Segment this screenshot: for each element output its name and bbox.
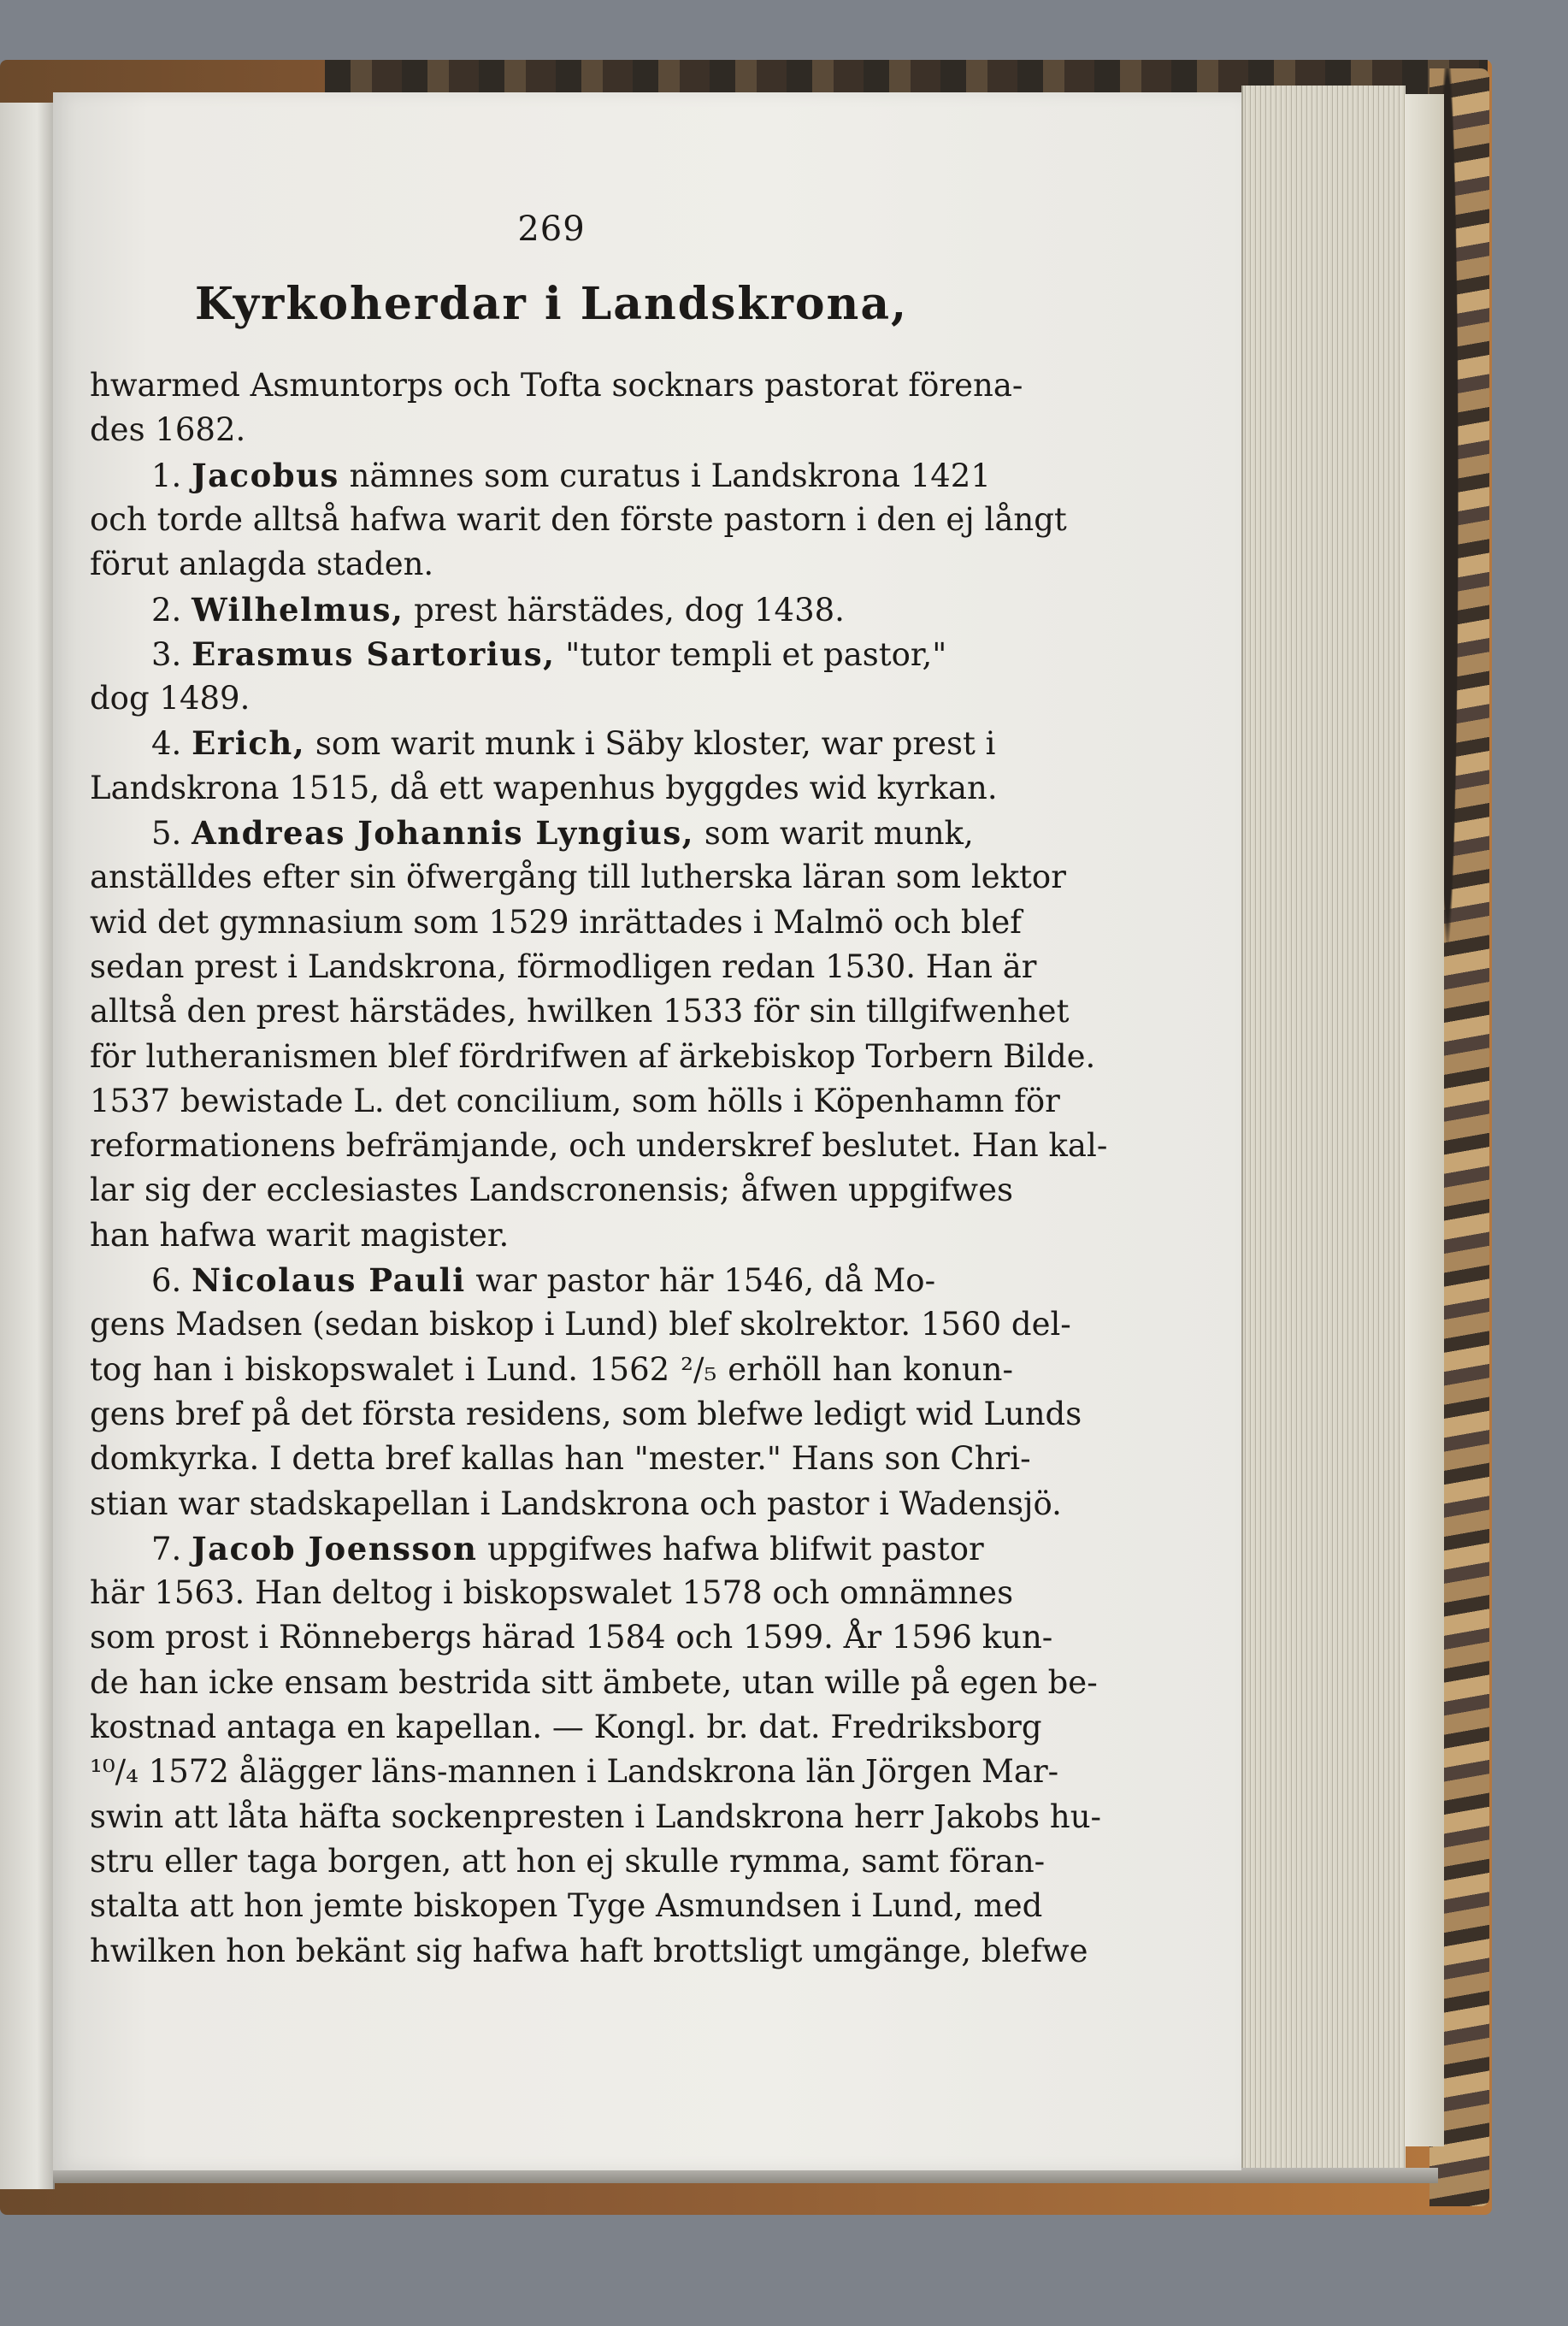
text-line xyxy=(90,1839,1046,1884)
text-line xyxy=(90,1705,1042,1750)
line-text: des 1682. xyxy=(90,411,246,449)
text-line xyxy=(90,1392,1082,1437)
text-line xyxy=(90,1302,1071,1347)
person-name: Andreas Johannis Lyngius, xyxy=(192,814,695,852)
line-text: här 1563. Han deltog i biskopswalet 1578 och omnämnes xyxy=(90,1574,1014,1612)
entry-number: 1. xyxy=(151,457,192,494)
line-text: nämnes som curatus i Landskrona 1421 xyxy=(349,457,991,494)
entry-number: 2. xyxy=(151,591,192,629)
entry-number: 7. xyxy=(151,1530,192,1567)
line-text: uppgifwes hafwa blifwit pastor xyxy=(487,1530,984,1567)
line-text: som warit munk, xyxy=(704,815,974,852)
line-text: som prost i Rönnebergs härad 1584 och 1599. År 1596 kun- xyxy=(90,1619,1053,1656)
line-text: war pastor här 1546, då Mo- xyxy=(475,1262,936,1299)
line-text: alltså den prest härstädes, hwilken 1533 för sin tillgifwenhet xyxy=(90,993,1070,1030)
line-text: gens Madsen (sedan biskop i Lund) blef skolrektor. 1560 del- xyxy=(90,1306,1071,1343)
text-line xyxy=(90,363,1023,408)
text-line xyxy=(90,1571,1013,1615)
line-text: prest härstädes, dog 1438. xyxy=(414,591,845,629)
line-text: de han icke ensam bestrida sitt ämbete, utan wille på egen be- xyxy=(90,1663,1098,1701)
text-line xyxy=(90,1482,1062,1526)
text-line xyxy=(90,989,1070,1034)
line-text: han hafwa warit magister. xyxy=(90,1216,510,1254)
line-text: "tutor templi et pastor," xyxy=(565,635,947,673)
text-line xyxy=(90,453,1013,498)
page-block-edge-outer xyxy=(1404,94,1444,2146)
text-line xyxy=(90,1661,1098,1705)
line-text: förut anlagda staden. xyxy=(90,546,434,583)
line-text: hwilken hon bekänt sig hafwa haft brottsligt umgänge, blefwe xyxy=(90,1932,1088,1969)
line-text: som warit munk i Säby kloster, war prest i xyxy=(315,725,996,763)
line-text: anställdes efter sin öfwergång till lutherska läran som lektor xyxy=(90,859,1066,896)
person-name: Nicolaus Pauli xyxy=(192,1261,466,1299)
line-text: Landskrona 1515, då ett wapenhus byggdes wid kyrkan. xyxy=(90,769,998,806)
line-text: och torde alltså hafwa warit den förste pastorn i den ej långt xyxy=(90,500,1067,538)
text-line xyxy=(90,1124,1108,1168)
person-name: Jacob Joensson xyxy=(192,1529,478,1567)
entry-number: 5. xyxy=(151,815,192,852)
line-text: dog 1489. xyxy=(90,680,251,717)
chapter-heading: Kyrkoherdar i Landskrona, xyxy=(194,278,909,330)
facing-page-edge xyxy=(0,103,55,2189)
line-text: 1537 bewistade L. det concilium, som hölls i Köpenhamn för xyxy=(90,1082,1060,1119)
text-line xyxy=(90,676,1013,721)
line-text: lar sig der ecclesiastes Landscronensis; åfwen uppgifwes xyxy=(90,1172,1013,1209)
text-line xyxy=(90,721,1013,765)
line-text: stru eller taga borgen, att hon ej skulle rymma, samt föran- xyxy=(90,1842,1046,1880)
person-name: Erasmus Sartorius, xyxy=(192,635,556,673)
line-text: reformationens befrämjande, och underskref beslutet. Han kal- xyxy=(90,1127,1108,1165)
text-line xyxy=(90,587,1013,632)
person-name: Wilhelmus, xyxy=(192,590,404,629)
text-line xyxy=(90,945,1037,989)
text-line xyxy=(90,1348,1013,1392)
line-text: swin att låta häfta sockenpresten i Landskrona herr Jakobs hu- xyxy=(90,1798,1102,1835)
person-name: Jacobus xyxy=(192,456,339,494)
entry-number: 4. xyxy=(151,725,192,763)
text-line xyxy=(90,855,1066,900)
text-line xyxy=(90,1615,1053,1660)
entry-number: 6. xyxy=(151,1262,192,1299)
line-text: stalta att hon jemte biskopen Tyge Asmundsen i Lund, med xyxy=(90,1887,1043,1925)
line-text: ¹⁰/₄ 1572 ålägger läns-mannen i Landskrona län Jörgen Mar- xyxy=(90,1753,1059,1791)
text-line xyxy=(90,1929,1088,1974)
text-line xyxy=(90,1884,1043,1928)
line-text: kostnad antaga en kapellan. — Kongl. br. dat. Fredriksborg xyxy=(90,1709,1042,1745)
line-text: domkyrka. I detta bref kallas han "mester." Hans son Chri- xyxy=(90,1440,1031,1478)
text-line xyxy=(90,542,1013,587)
line-text: sedan prest i Landskrona, förmodligen redan 1530. Han är xyxy=(90,948,1037,985)
line-text: gens bref på det första residens, som blefwe ledigt wid Lunds xyxy=(90,1395,1082,1432)
line-text: stian war stadskapellan i Landskrona och pastor i Wadensjö. xyxy=(90,1485,1062,1522)
text-line xyxy=(90,1437,1031,1481)
text-line xyxy=(90,1213,1013,1258)
text-line xyxy=(90,1168,1013,1213)
person-name: Erich, xyxy=(192,724,306,763)
text-line xyxy=(90,498,1067,542)
text-line xyxy=(90,811,1013,855)
text-line xyxy=(90,1795,1102,1839)
text-line xyxy=(90,766,1013,811)
line-text: hwarmed Asmuntorps och Tofta socknars pastorat förena- xyxy=(90,367,1023,404)
text-line xyxy=(90,632,1013,676)
text-line xyxy=(90,1079,1060,1124)
text-line xyxy=(90,1750,1059,1794)
line-text: för lutheranismen blef fördrifwen af ärkebiskop Torbern Bilde. xyxy=(90,1037,1096,1075)
line-text: tog han i biskopswalet i Lund. 1562 ²/₅ erhöll han konun- xyxy=(90,1350,1013,1388)
page-number: 269 xyxy=(517,210,586,249)
line-text: wid det gymnasium som 1529 inrättades i Malmö och blef xyxy=(90,903,1022,941)
entry-number: 3. xyxy=(151,635,192,673)
text-line xyxy=(90,900,1022,945)
text-line xyxy=(90,1526,1013,1571)
text-line xyxy=(90,1258,1013,1302)
text-line xyxy=(90,408,1013,452)
text-line xyxy=(90,1035,1096,1079)
page-block-edge xyxy=(1241,86,1406,2172)
